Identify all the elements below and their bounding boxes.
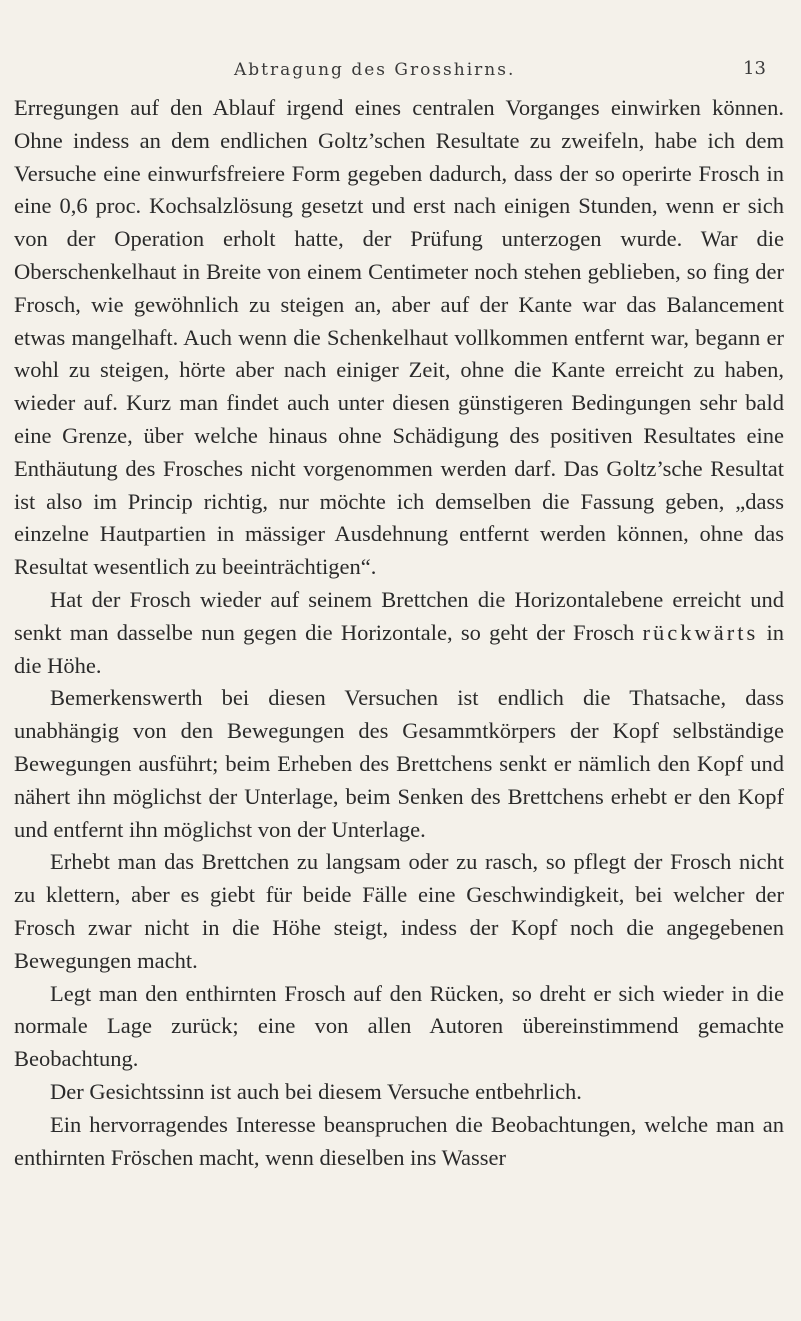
paragraph-1: Erregungen auf den Ablauf irgend eines centralen Vorganges einwirken können. Ohne indess an dem endlichen Goltz’schen Resultate zu zweifeln, habe ich dem Versuche eine einwurfsfreiere Form gegeben dadurch, dass der so operirte Frosch in eine 0,6 proc. Kochsalzlösung gesetzt und erst nach einigen Stunden, wenn er sich von der Operation erholt hatte, der Prüfung unterzogen wurde. War die Oberschenkelhaut in Breite von einem Centimeter noch stehen geblieben, so fing der Frosch, wie gewöhnlich zu steigen an, aber auf der Kante war das Balancement etwas mangelhaft. Auch wenn die Schenkelhaut vollkommen entfernt war, begann er wohl zu steigen, hörte aber nach einiger Zeit, ohne die Kante erreicht zu haben, wieder auf. Kurz man findet auch unter diesen günstigeren Bedingungen sehr bald eine Grenze, über welche hinaus ohne Schädigung des positiven Resultates eine Enthäutung des Frosches nicht vorgenommen werden darf. Das Goltz’sche Resultat ist also im Princip richtig, nur möchte ich demselben die Fassung geben, „dass einzelne Hautpartien in mässiger Ausdehnung entfernt werden können, ohne das Resultat wesentlich zu beeinträchtigen“.: [14, 95, 784, 580]
paragraph-2: [14, 584, 784, 682]
paragraph-7: Ein hervorragendes Interesse beanspruchen die Beobachtungen, welche man an enthirnten Fröschen macht, wenn dieselben ins Wasser: [14, 1111, 784, 1170]
running-title: Abtragung des Grosshirns.: [234, 60, 516, 80]
emphasis-rueckwaerts: rückwärts: [642, 619, 759, 645]
paragraph-3: Bemerkenswerth bei diesen Versuchen ist endlich die Thatsache, dass unabhängig von den Bewegungen des Gesammtkörpers der Kopf selbständige Bewegungen ausführt; beim Erheben des Brettchens senkt er nämlich den Kopf und nähert ihn möglichst der Unterlage, beim Senken des Brettchens erhebt er den Kopf und entfernt ihn möglichst von der Unterlage.: [14, 685, 784, 842]
page-number: 13: [743, 58, 766, 79]
paragraph-4: Erhebt man das Brettchen zu langsam oder zu rasch, so pflegt der Frosch nicht zu klettern, aber es giebt für beide Fälle eine Geschwindigkeit, bei welcher der Frosch zwar nicht in die Höhe steigt, indess der Kopf noch die angegebenen Bewegungen macht.: [14, 849, 784, 973]
paragraph-6: Der Gesichtssinn ist auch bei diesem Versuche entbehrlich.: [50, 1078, 582, 1104]
body-text: [14, 92, 784, 1174]
paragraph-2-text-a: Hat der Frosch wieder auf seinem Brettchen die Horizontalebene erreicht und senkt man dasselbe nun gegen die Horizontale, so geht der Frosch: [14, 586, 784, 645]
paragraph-5: Legt man den enthirnten Frosch auf den Rücken, so dreht er sich wieder in die normale Lage zurück; eine von allen Autoren übereinstimmend gemachte Beobachtung.: [14, 980, 784, 1072]
paragraph-2-text-b: in die Höhe.: [14, 619, 784, 678]
